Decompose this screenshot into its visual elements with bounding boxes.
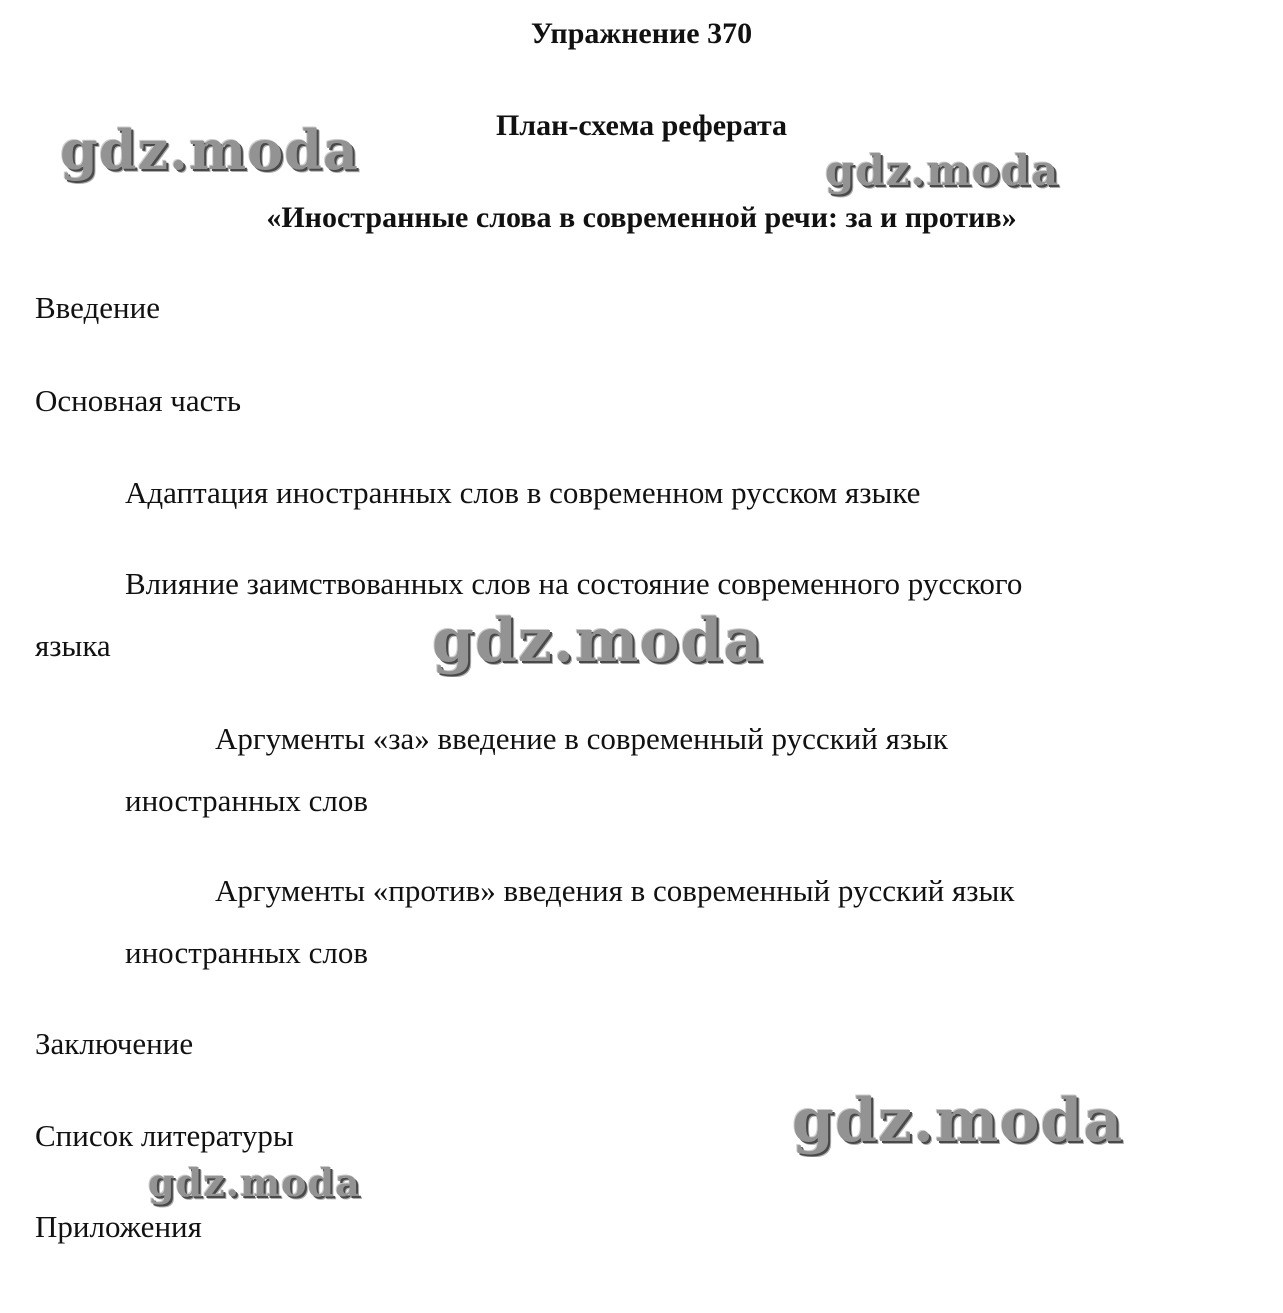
outline-influence-line1: Влияние заимствованных слов на состояние современного русского [125, 566, 1023, 601]
outline-contra-line2: иностранных слов [125, 935, 369, 970]
essay-topic: «Иностранные слова в современной речи: за и против» [266, 201, 1017, 234]
watermark-logo: gdz.moda [60, 118, 359, 182]
plan-subtitle: План-схема реферата [495, 109, 788, 142]
exercise-title: Упражнение 370 [530, 17, 753, 50]
outline-adaptation: Адаптация иностранных слов в современном русском языке [125, 475, 921, 510]
outline-pro-line2: иностранных слов [125, 783, 369, 818]
outline-contra-line1: Аргументы «против» введения в современный русский язык [215, 873, 1015, 908]
outline-intro: Введение [35, 290, 160, 325]
watermark-logo: gdz.moda [825, 146, 1060, 195]
outline-references: Список литературы [35, 1118, 294, 1153]
outline-appendices: Приложения [35, 1209, 202, 1244]
outline-conclusion: Заключение [35, 1026, 194, 1061]
watermark-logo: gdz.moda [432, 606, 764, 676]
watermark-logo: gdz.moda [148, 1160, 361, 1205]
outline-main-part: Основная часть [35, 383, 242, 418]
watermark-logo: gdz.moda [792, 1086, 1124, 1156]
outline-influence-line2: языка [35, 628, 111, 663]
outline-pro-line1: Аргументы «за» введение в современный русский язык [215, 721, 948, 756]
